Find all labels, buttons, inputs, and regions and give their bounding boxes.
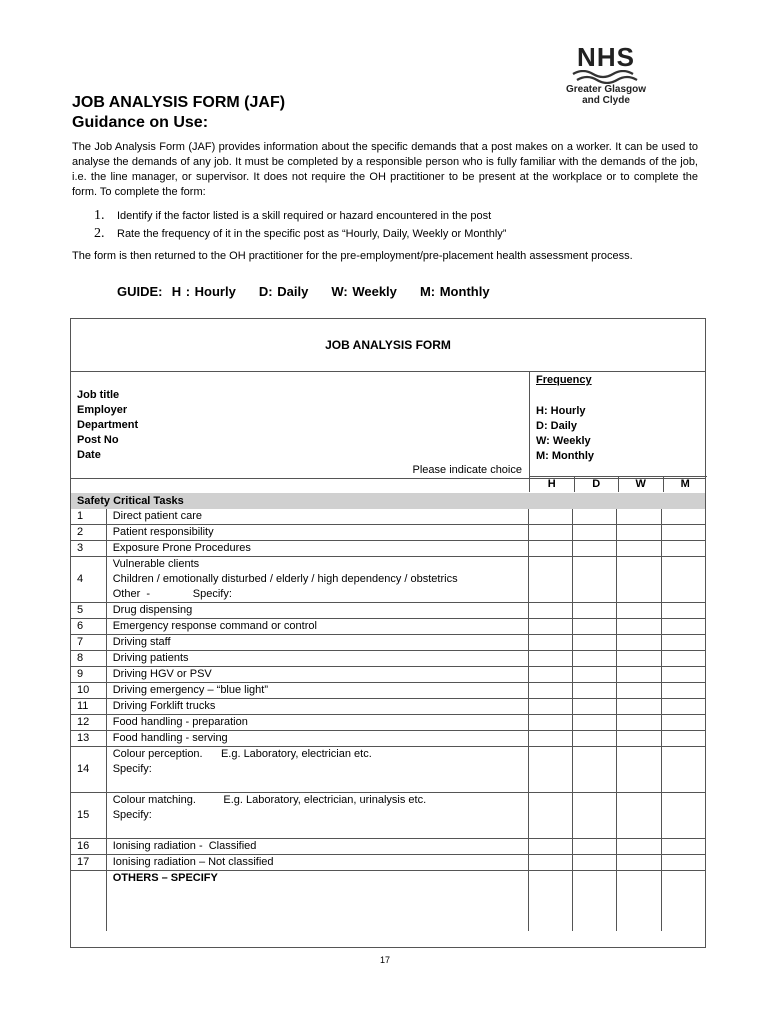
frequency-cell-w[interactable] (617, 839, 661, 855)
task-description (106, 557, 528, 603)
task-line: Driving patients (112, 652, 189, 664)
frequency-cell-d[interactable] (572, 855, 616, 871)
task-number: 2 (71, 525, 106, 541)
task-line: Drug dispensing (112, 604, 193, 616)
table-row (71, 839, 705, 855)
frequency-cell-w[interactable] (617, 683, 661, 699)
task-number: 7 (71, 635, 106, 651)
frequency-cell-d[interactable] (572, 747, 616, 793)
task-description (106, 603, 528, 619)
frequency-cell-d[interactable] (572, 731, 616, 747)
task-line: Ionising radiation – Not classified (112, 856, 274, 868)
table-row (71, 793, 705, 839)
task-line: Driving Forklift trucks (112, 700, 216, 712)
frequency-cell-d[interactable] (572, 871, 616, 932)
frequency-cell-m[interactable] (661, 667, 705, 683)
frequency-cell-w[interactable] (617, 525, 661, 541)
frequency-cell-m[interactable] (661, 541, 705, 557)
department-field[interactable]: Department (77, 419, 139, 431)
logo-wave-icon (571, 70, 641, 84)
frequency-cell-w[interactable] (617, 635, 661, 651)
page-title: JOB ANALYSIS FORM (JAF) (72, 94, 286, 111)
column-header-h: H (529, 477, 574, 492)
table-row (71, 525, 705, 541)
legend-hourly: H: Hourly (536, 405, 586, 417)
frequency-cell-m[interactable] (661, 525, 705, 541)
date-field[interactable]: Date (77, 449, 101, 461)
column-header-m: M (663, 477, 708, 492)
task-number: 10 (71, 683, 106, 699)
frequency-cell-d[interactable] (572, 793, 616, 839)
frequency-cell-m[interactable] (661, 651, 705, 667)
frequency-cell-h[interactable] (528, 747, 572, 793)
task-description (106, 525, 528, 541)
table-row (71, 715, 705, 731)
employer-field[interactable]: Employer (77, 404, 128, 416)
task-line (113, 823, 528, 838)
column-header-w: W (618, 477, 663, 492)
instruction-text: Rate the frequency of it in the specific post as “Hourly, Daily, Weekly or Monthly” (117, 228, 507, 240)
task-line: Food handling - serving (112, 732, 228, 744)
frequency-cell-m[interactable] (661, 509, 705, 525)
frequency-cell-m[interactable] (661, 871, 705, 932)
intro-paragraph: The Job Analysis Form (JAF) provides information about the specific demands that a post makes on a worker. It can be used to analyse the demands of any job. It must be completed by a responsible person who is fully familiar with the demands of the job, i.e. the line manager, or supervisor. It does not require the OH practitioner to be present at the workplace or to complete the form. To complete the form: (72, 141, 698, 198)
task-line: Exposure Prone Procedures (112, 542, 251, 554)
instruction-number: 2. (94, 226, 105, 241)
frequency-cell-h[interactable] (528, 699, 572, 715)
task-description (106, 667, 528, 683)
nhs-logo (560, 44, 652, 114)
frequency-cell-d[interactable] (572, 683, 616, 699)
frequency-cell-h[interactable] (528, 651, 572, 667)
task-line: Driving HGV or PSV (112, 668, 212, 680)
form-info-section (71, 372, 705, 479)
post-no-field[interactable]: Post No (77, 434, 119, 446)
frequency-cell-w[interactable] (617, 651, 661, 667)
table-row (71, 603, 705, 619)
form-heading: JOB ANALYSIS FORM (71, 319, 705, 372)
task-line (113, 916, 528, 931)
task-line: Children / emotionally disturbed / elderly / high dependency / obstetrics (112, 573, 458, 585)
table-row (71, 635, 705, 651)
task-line (113, 777, 528, 792)
frequency-cell-m[interactable] (661, 699, 705, 715)
frequency-cell-d[interactable] (572, 667, 616, 683)
frequency-cell-h[interactable] (528, 619, 572, 635)
task-line: Colour matching. E.g. Laboratory, electrician, urinalysis etc. (112, 794, 427, 806)
table-row (71, 557, 705, 603)
task-description (106, 871, 528, 932)
frequency-cell-h[interactable] (528, 541, 572, 557)
task-line: Driving emergency – “blue light” (112, 684, 269, 696)
task-number: 6 (71, 619, 106, 635)
task-number: 13 (71, 731, 106, 747)
frequency-cell-m[interactable] (661, 603, 705, 619)
table-row (71, 855, 705, 871)
task-line: Food handling - preparation (112, 716, 248, 728)
task-number: 4 (71, 557, 106, 603)
task-description (106, 715, 528, 731)
frequency-cell-w[interactable] (617, 603, 661, 619)
frequency-cell-m[interactable] (661, 747, 705, 793)
frequency-cell-d[interactable] (572, 619, 616, 635)
frequency-cell-h[interactable] (528, 525, 572, 541)
frequency-label: Frequency (536, 374, 592, 386)
frequency-cell-m[interactable] (661, 715, 705, 731)
frequency-cell-w[interactable] (617, 715, 661, 731)
frequency-cell-m[interactable] (661, 855, 705, 871)
frequency-cell-h[interactable] (528, 509, 572, 525)
frequency-cell-h[interactable] (528, 557, 572, 603)
instruction-text: Identify if the factor listed is a skill required or hazard encountered in the post (117, 210, 492, 222)
frequency-cell-w[interactable] (617, 731, 661, 747)
task-number: 16 (71, 839, 106, 855)
frequency-guide: GUIDE: H : Hourly D: Daily W: Weekly M: Monthly (117, 284, 490, 299)
frequency-legend (530, 372, 705, 478)
table-row (71, 667, 705, 683)
frequency-cell-h[interactable] (528, 683, 572, 699)
frequency-cell-h[interactable] (528, 667, 572, 683)
task-line: Other - Specify: (112, 588, 232, 600)
task-description (106, 619, 528, 635)
frequency-cell-m[interactable] (661, 557, 705, 603)
legend-monthly: M: Monthly (536, 450, 595, 462)
task-line: Vulnerable clients (112, 558, 200, 570)
choice-label: Please indicate choice (412, 464, 522, 476)
task-number: 12 (71, 715, 106, 731)
task-description (106, 651, 528, 667)
task-description (106, 839, 528, 855)
frequency-cell-h[interactable] (528, 839, 572, 855)
frequency-cell-w[interactable] (617, 541, 661, 557)
frequency-cell-h[interactable] (528, 715, 572, 731)
frequency-cell-m[interactable] (661, 635, 705, 651)
logo-org-line1: Greater Glasgow (565, 84, 647, 95)
logo-brand: NHS (577, 42, 635, 72)
return-paragraph: The form is then returned to the OH practitioner for the pre-employment/pre-placement health assessment process. (72, 250, 633, 262)
task-line: Colour perception. E.g. Laboratory, electrician etc. (112, 748, 372, 760)
task-description (106, 793, 528, 839)
frequency-cell-w[interactable] (617, 509, 661, 525)
frequency-cell-h[interactable] (528, 855, 572, 871)
frequency-cell-d[interactable] (572, 603, 616, 619)
task-number: 15 (71, 793, 106, 839)
frequency-cell-d[interactable] (572, 557, 616, 603)
task-number: 14 (71, 747, 106, 793)
task-description (106, 635, 528, 651)
frequency-cell-d[interactable] (572, 715, 616, 731)
frequency-cell-w[interactable] (617, 793, 661, 839)
frequency-cell-d[interactable] (572, 509, 616, 525)
page-subtitle: Guidance on Use: (72, 114, 209, 131)
legend-list (536, 404, 594, 464)
task-line: Emergency response command or control (112, 620, 317, 632)
task-line: Patient responsibility (112, 526, 214, 538)
task-description (106, 731, 528, 747)
frequency-cell-m[interactable] (661, 683, 705, 699)
section-header: Safety Critical Tasks (71, 493, 705, 509)
table-row (71, 541, 705, 557)
frequency-cell-w[interactable] (617, 747, 661, 793)
frequency-cell-d[interactable] (572, 525, 616, 541)
instruction-item (94, 207, 506, 225)
instruction-number: 1. (94, 208, 105, 223)
frequency-cell-m[interactable] (661, 793, 705, 839)
frequency-cell-h[interactable] (528, 731, 572, 747)
task-line (113, 886, 528, 901)
task-description (106, 541, 528, 557)
tasks-table (71, 509, 705, 931)
table-row (71, 747, 705, 793)
table-row (71, 871, 705, 932)
task-description (106, 699, 528, 715)
task-line: OTHERS – SPECIFY (112, 872, 218, 884)
task-number: 11 (71, 699, 106, 715)
task-line: Driving staff (112, 636, 171, 648)
task-number: 3 (71, 541, 106, 557)
job-analysis-form (70, 318, 706, 948)
task-number: 5 (71, 603, 106, 619)
frequency-cell-d[interactable] (572, 635, 616, 651)
frequency-cell-d[interactable] (572, 699, 616, 715)
frequency-cell-m[interactable] (661, 731, 705, 747)
task-line: Specify: (112, 809, 152, 821)
frequency-cell-w[interactable] (617, 855, 661, 871)
table-row (71, 699, 705, 715)
task-number: 8 (71, 651, 106, 667)
frequency-cell-w[interactable] (617, 699, 661, 715)
frequency-cell-h[interactable] (528, 871, 572, 932)
task-line (113, 901, 528, 916)
frequency-cell-h[interactable] (528, 635, 572, 651)
job-fields (77, 388, 138, 463)
task-description (106, 683, 528, 699)
column-header-d: D (574, 477, 619, 492)
task-number: 17 (71, 855, 106, 871)
task-line: Specify: (112, 763, 152, 775)
task-number (71, 871, 106, 932)
instruction-list (94, 207, 506, 243)
frequency-cell-d[interactable] (572, 541, 616, 557)
frequency-cell-h[interactable] (528, 603, 572, 619)
frequency-cell-d[interactable] (572, 651, 616, 667)
task-line: Ionising radiation - Classified (112, 840, 257, 852)
task-description (106, 509, 528, 525)
job-details (71, 372, 530, 478)
page-number: 17 (379, 955, 390, 965)
task-line: Direct patient care (112, 510, 202, 522)
task-number: 9 (71, 667, 106, 683)
frequency-cell-w[interactable] (617, 557, 661, 603)
frequency-cell-h[interactable] (528, 793, 572, 839)
frequency-cell-m[interactable] (661, 619, 705, 635)
table-row (71, 509, 705, 525)
frequency-cell-w[interactable] (617, 619, 661, 635)
task-description (106, 747, 528, 793)
task-number: 1 (71, 509, 106, 525)
frequency-cell-w[interactable] (617, 667, 661, 683)
legend-weekly: W: Weekly (536, 435, 591, 447)
frequency-cell-m[interactable] (661, 839, 705, 855)
frequency-column-headers (529, 476, 707, 492)
table-row (71, 683, 705, 699)
instruction-item (94, 225, 506, 243)
job-title-field[interactable]: Job title (77, 389, 120, 401)
frequency-cell-d[interactable] (572, 839, 616, 855)
frequency-cell-w[interactable] (617, 871, 661, 932)
table-row (71, 619, 705, 635)
legend-daily: D: Daily (536, 420, 577, 432)
table-row (71, 651, 705, 667)
task-description (106, 855, 528, 871)
table-row (71, 731, 705, 747)
logo-org-line2: and Clyde (582, 95, 630, 106)
